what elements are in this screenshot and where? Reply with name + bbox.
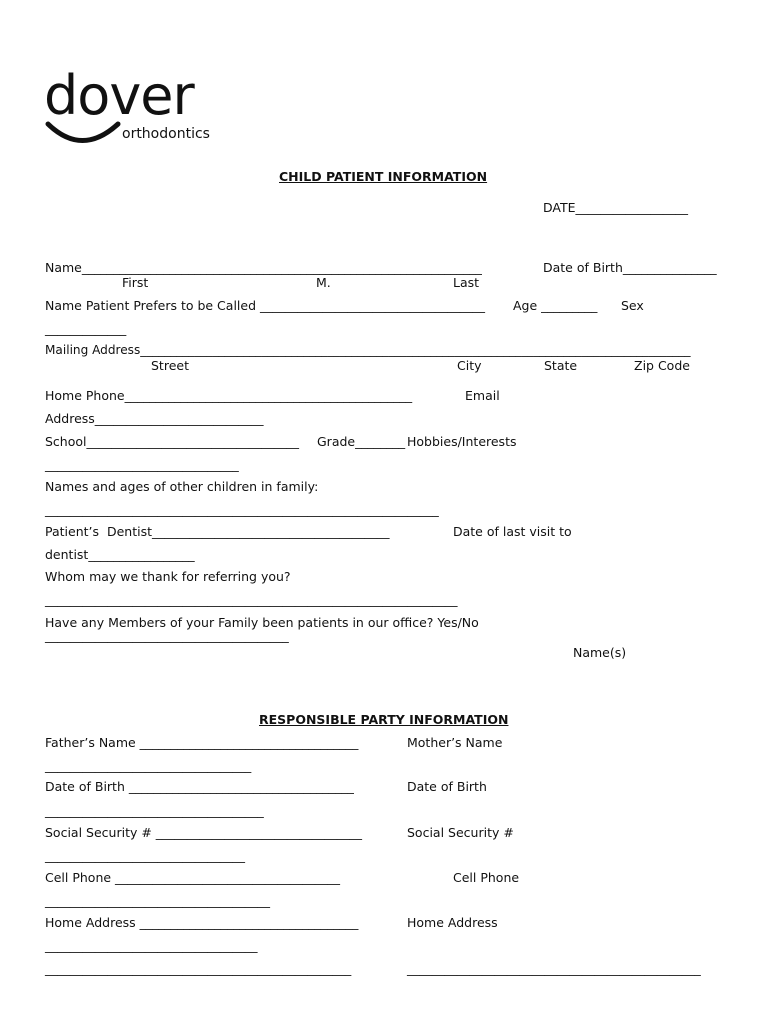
mother-cell-field[interactable]: ____________________________________	[45, 893, 270, 908]
city-label: City	[457, 358, 482, 373]
mother-dob-field[interactable]: ___________________________________	[45, 803, 264, 818]
father-name-field[interactable]: Father’s Name ___________________________________	[45, 735, 359, 750]
dob-field[interactable]: Date of Birth_______________	[543, 260, 717, 275]
logo-wordmark: dover	[44, 64, 194, 127]
name-last-label: Last	[453, 275, 480, 290]
street-label: Street	[151, 358, 189, 373]
mother-name-field[interactable]: _________________________________	[45, 758, 252, 773]
father-address-line-2[interactable]: _________________________________________________	[45, 961, 352, 976]
father-home-address-field[interactable]: Home Address ___________________________________	[45, 915, 359, 930]
mother-dob-label: Date of Birth	[407, 779, 487, 794]
mother-cell-label: Cell Phone	[453, 870, 520, 885]
referral-field[interactable]: __________________________________________________________________	[45, 592, 458, 607]
names-label: Name(s)	[573, 645, 627, 660]
email-label: Email	[465, 388, 500, 403]
father-ssn-field[interactable]: Social Security # _________________________________	[45, 825, 363, 840]
zip-label: Zip Code	[634, 358, 690, 373]
sex-field[interactable]: _____________	[45, 321, 127, 336]
family-members-label: Have any Members of your Family been patients in our office? Yes/No	[45, 615, 479, 630]
mother-ssn-label: Social Security #	[407, 825, 514, 840]
father-dob-field[interactable]: Date of Birth ____________________________________	[45, 779, 354, 794]
mother-home-address-field[interactable]: __________________________________	[45, 938, 258, 953]
home-phone-field[interactable]: Home Phone______________________________________________	[45, 388, 413, 403]
responsible-party-title: RESPONSIBLE PARTY INFORMATION	[259, 712, 509, 727]
logo-subtext: orthodontics	[122, 126, 210, 142]
mailing-address-field[interactable]: Mailing Address___________________________________________________________________________________________	[45, 343, 691, 357]
sex-label: Sex	[621, 298, 644, 313]
mother-address-line-2[interactable]: _______________________________________________	[407, 961, 701, 976]
referral-label: Whom may we thank for referring you?	[45, 569, 291, 584]
logo-mark	[44, 62, 214, 152]
email-address-field[interactable]: Address___________________________	[45, 411, 264, 426]
mother-home-address-label: Home Address	[407, 915, 498, 930]
hobbies-field[interactable]: _______________________________	[45, 457, 239, 472]
mother-ssn-field[interactable]: ________________________________	[45, 848, 245, 863]
name-middle-label: M.	[316, 275, 331, 290]
date-field[interactable]: DATE__________________	[543, 200, 689, 215]
dentist-field[interactable]: Patient’s Dentist______________________________________	[45, 524, 390, 539]
mother-name-label: Mother’s Name	[407, 735, 503, 750]
age-field[interactable]: Age _________	[513, 298, 598, 313]
preferred-name-field[interactable]: Name Patient Prefers to be Called ____________________________________	[45, 298, 485, 313]
last-visit-label: Date of last visit to	[453, 524, 572, 539]
name-field[interactable]: Name________________________________________________________________	[45, 260, 482, 275]
form-title: CHILD PATIENT INFORMATION	[279, 169, 488, 184]
other-children-field[interactable]: _______________________________________________________________	[45, 502, 439, 517]
state-label: State	[544, 358, 578, 373]
family-members-field[interactable]: _______________________________________	[45, 628, 289, 643]
hobbies-label: Hobbies/Interests	[407, 434, 517, 449]
school-field[interactable]: School__________________________________	[45, 434, 299, 449]
grade-field[interactable]: Grade________	[317, 434, 406, 449]
father-cell-field[interactable]: Cell Phone ____________________________________	[45, 870, 341, 885]
other-children-label: Names and ages of other children in family:	[45, 479, 319, 494]
last-visit-field[interactable]: dentist_________________	[45, 547, 195, 562]
name-first-label: First	[122, 275, 149, 290]
dover-orthodontics-logo	[44, 62, 214, 155]
